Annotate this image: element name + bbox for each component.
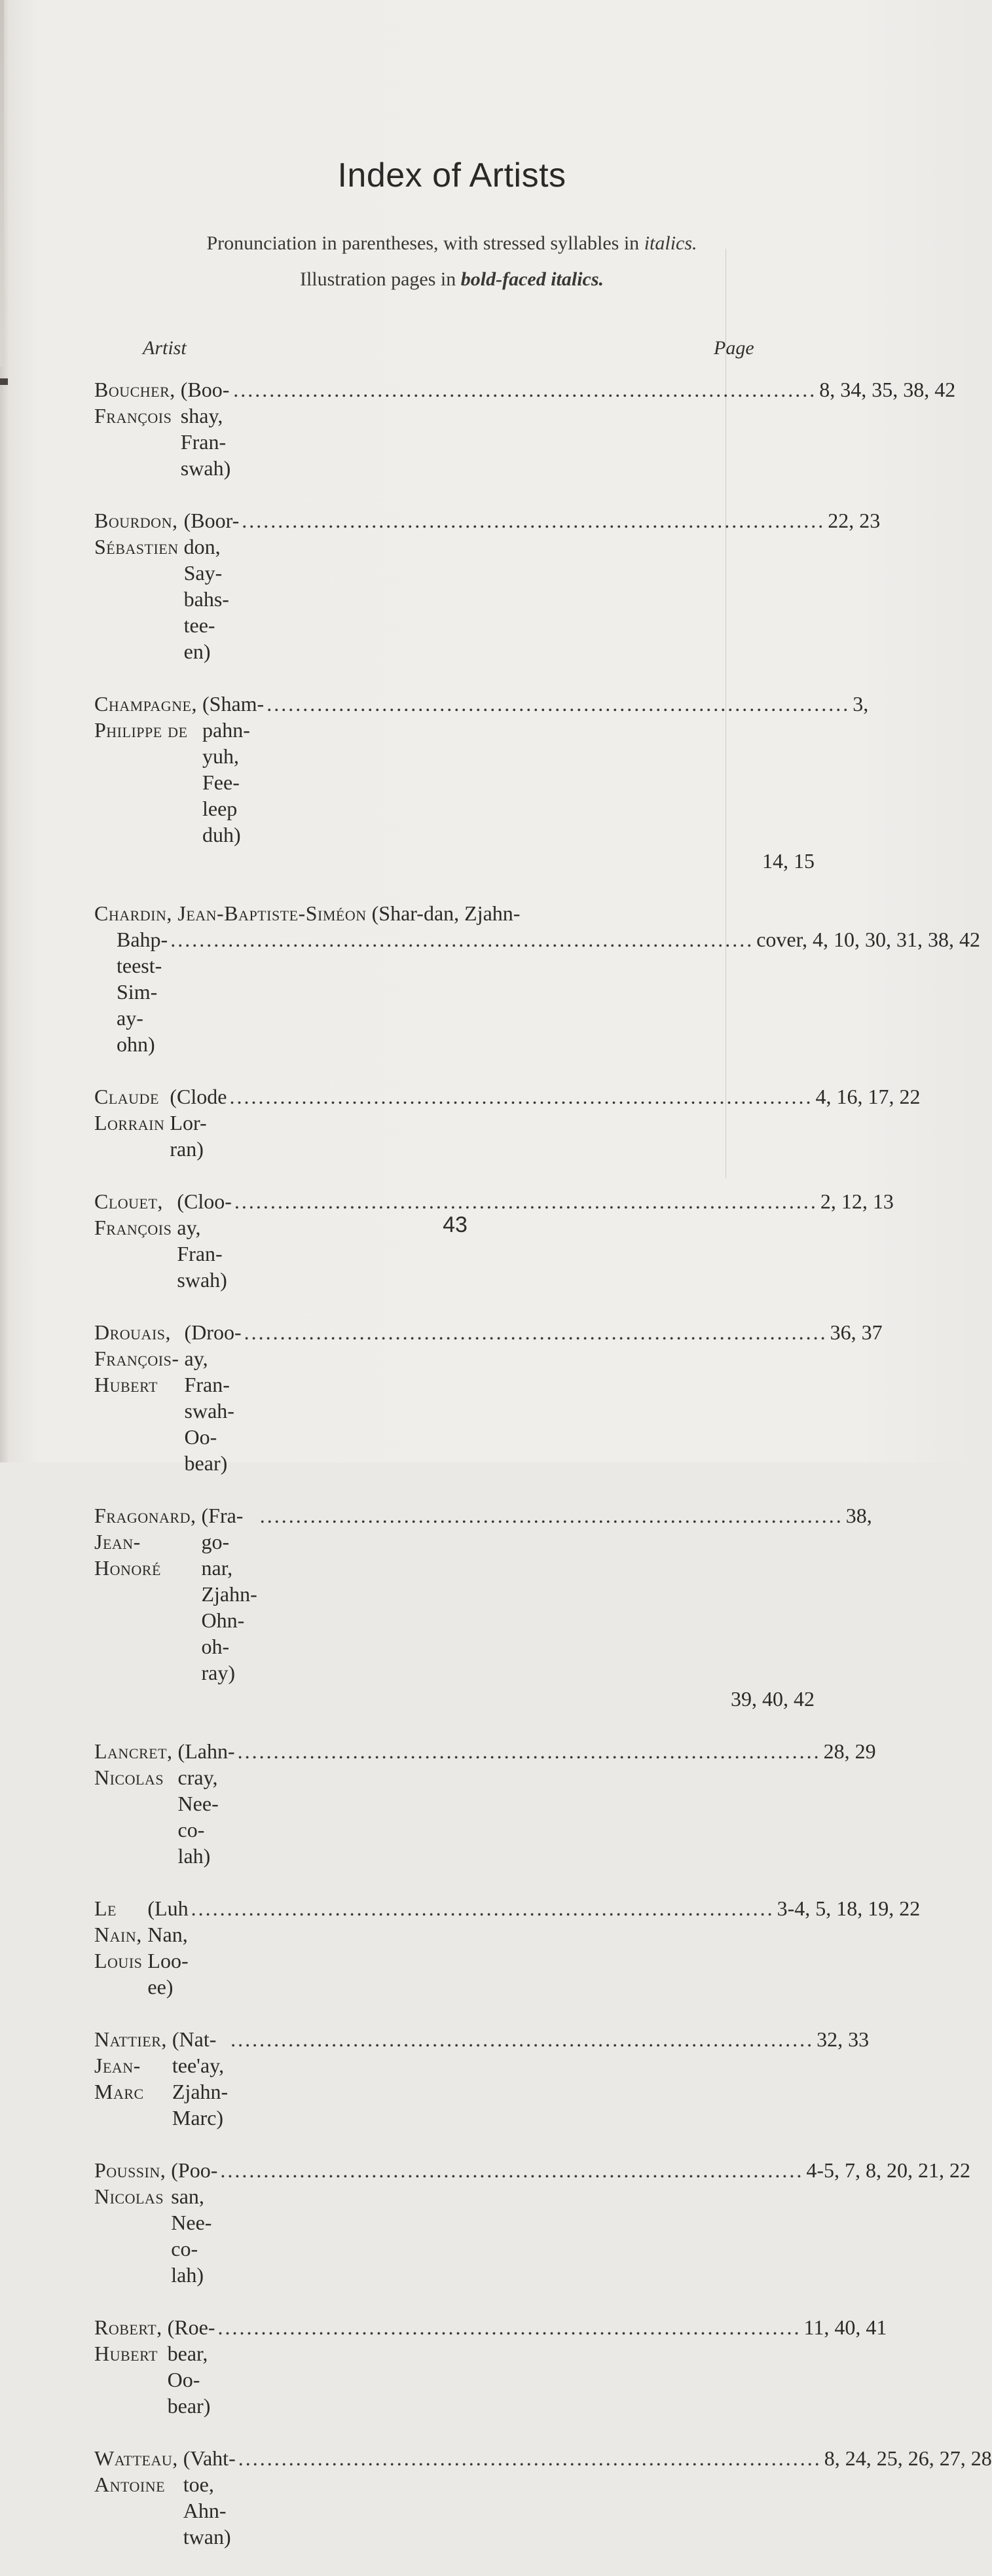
- page-references: cover, 4, 10, 30, 31, 38, 42: [756, 928, 980, 951]
- pronunciation-line-2: Bahp-teest-Sim-ay-ohn): [117, 928, 168, 1056]
- artist-name: Champagne, Philippe de: [94, 692, 197, 742]
- dot-leader: .................................................................................: [220, 2158, 804, 2182]
- pronunciation-line-1: (Shar-dan, Zjahn-: [371, 901, 521, 925]
- dot-leader: .................................................................................: [259, 1504, 843, 1527]
- dot-leader: .................................................................................: [238, 2446, 822, 2470]
- artist-name: Watteau, Antoine: [94, 2446, 178, 2496]
- index-entry: [94, 2157, 971, 2288]
- artist-name: Boucher, François: [94, 378, 175, 427]
- artist-name: Bourdon, Sébastien: [94, 509, 179, 558]
- index-entry: [94, 2445, 992, 2550]
- page-references: 8, 24, 25, 26, 27, 28: [824, 2446, 992, 2470]
- intro-line-1-text: Pronunciation in parentheses, with stressed syllables in: [206, 232, 644, 254]
- page-references: 8, 34, 35, 38, 42: [819, 378, 956, 401]
- index-entry: [94, 1738, 876, 1869]
- dot-leader: .................................................................................: [242, 509, 826, 532]
- index-entry: [94, 1502, 872, 1712]
- column-header-artist: Artist: [143, 337, 187, 359]
- artist-name: Claude Lorrain: [94, 1085, 165, 1134]
- index-entry: [94, 507, 881, 664]
- dot-leader: .................................................................................: [266, 692, 851, 716]
- pronunciation: (Poo-san, Nee-co-lah): [171, 2158, 218, 2287]
- dot-leader: .................................................................................: [191, 1896, 775, 1920]
- page-references: 3-4, 5, 18, 19, 22: [777, 1896, 921, 1920]
- pronunciation: (Luh Nan, Loo-ee): [147, 1896, 189, 1999]
- artist-name: Poussin, Nicolas: [94, 2158, 166, 2208]
- intro-line-2-bold-italic: bold-faced italics.: [460, 268, 604, 290]
- index-entry: [94, 900, 980, 1057]
- pronunciation: (Vaht-toe, Ahn-twan): [183, 2446, 236, 2549]
- pronunciation: (Droo-ay, Fran-swah-Oo-bear): [184, 1320, 242, 1475]
- dot-leader: .................................................................................: [244, 1320, 828, 1344]
- artist-name: Le Nain, Louis: [94, 1896, 143, 1972]
- dot-leader: .................................................................................: [237, 1739, 821, 1763]
- page-references-continued: 39, 40, 42: [731, 1687, 815, 1711]
- index-entry: [94, 1083, 921, 1162]
- artist-index-list: [94, 376, 992, 2576]
- column-header-page: Page: [714, 337, 754, 359]
- page-number: 43: [443, 1212, 468, 1237]
- pronunciation: (Roe-bear, Oo-bear): [167, 2315, 215, 2418]
- artist-name: Chardin, Jean-Baptiste-Siméon: [94, 901, 367, 925]
- index-entry: [94, 2314, 887, 2419]
- index-entry: [94, 376, 956, 481]
- page-references: 2, 12, 13: [820, 1189, 894, 1213]
- page-title: Index of Artists: [337, 156, 566, 194]
- index-entry: [94, 691, 869, 874]
- artist-name: Drouais, François-Hubert: [94, 1320, 179, 1396]
- index-entry: [94, 1188, 894, 1293]
- dot-leader: .................................................................................: [233, 378, 817, 401]
- artist-name: Nattier, Jean-Marc: [94, 2027, 167, 2103]
- dot-leader: .................................................................................: [229, 1085, 813, 1108]
- page-references: 11, 40, 41: [803, 2315, 887, 2339]
- page-references-continued: 14, 15: [762, 849, 815, 873]
- index-entry: [94, 1319, 883, 1476]
- artist-name: Robert, Hubert: [94, 2315, 162, 2365]
- pronunciation: (Boor-don, Say-bahs-tee-en): [183, 509, 240, 663]
- pronunciation: (Nat-tee'ay, Zjahn-Marc): [172, 2027, 229, 2130]
- intro-line-2-text: Illustration pages in: [299, 268, 461, 290]
- artist-name: Lancret, Nicolas: [94, 1739, 173, 1789]
- intro-line-1: [0, 232, 904, 255]
- page-references: 22, 23: [828, 509, 881, 532]
- dot-leader: .................................................................................: [170, 928, 754, 951]
- pronunciation: (Lahn-cray, Nee-co-lah): [177, 1739, 235, 1868]
- page-references: 4, 16, 17, 22: [815, 1085, 921, 1108]
- page-references: 3,: [853, 692, 869, 716]
- intro-line-2: [0, 268, 904, 291]
- pronunciation: (Fra-go-nar, Zjahn-Ohn-oh-ray): [201, 1504, 257, 1684]
- binding-mark: [0, 378, 8, 385]
- intro-line-1-italic: italics.: [644, 232, 697, 254]
- pronunciation: (Clode Lor-ran): [170, 1085, 227, 1161]
- dot-leader: .................................................................................: [230, 2027, 815, 2051]
- page-references: 4-5, 7, 8, 20, 21, 22: [806, 2158, 971, 2182]
- pronunciation: (Cloo-ay, Fran-swah): [177, 1189, 232, 1292]
- page-references: 36, 37: [830, 1320, 883, 1344]
- dot-leader: .................................................................................: [234, 1189, 818, 1213]
- page-references: 28, 29: [823, 1739, 876, 1763]
- artist-name: Clouet, François: [94, 1189, 172, 1239]
- pronunciation: (Sham-pahn-yuh, Fee-leep duh): [202, 692, 265, 846]
- dot-leader: .................................................................................: [217, 2315, 801, 2339]
- page-references: 38,: [845, 1504, 872, 1527]
- page-references: 32, 33: [817, 2027, 870, 2051]
- artist-name: Fragonard, Jean-Honoré: [94, 1504, 196, 1580]
- index-entry: [94, 1895, 921, 2000]
- pronunciation: (Boo-shay, Fran-swah): [180, 378, 231, 480]
- index-entry: [94, 2026, 870, 2131]
